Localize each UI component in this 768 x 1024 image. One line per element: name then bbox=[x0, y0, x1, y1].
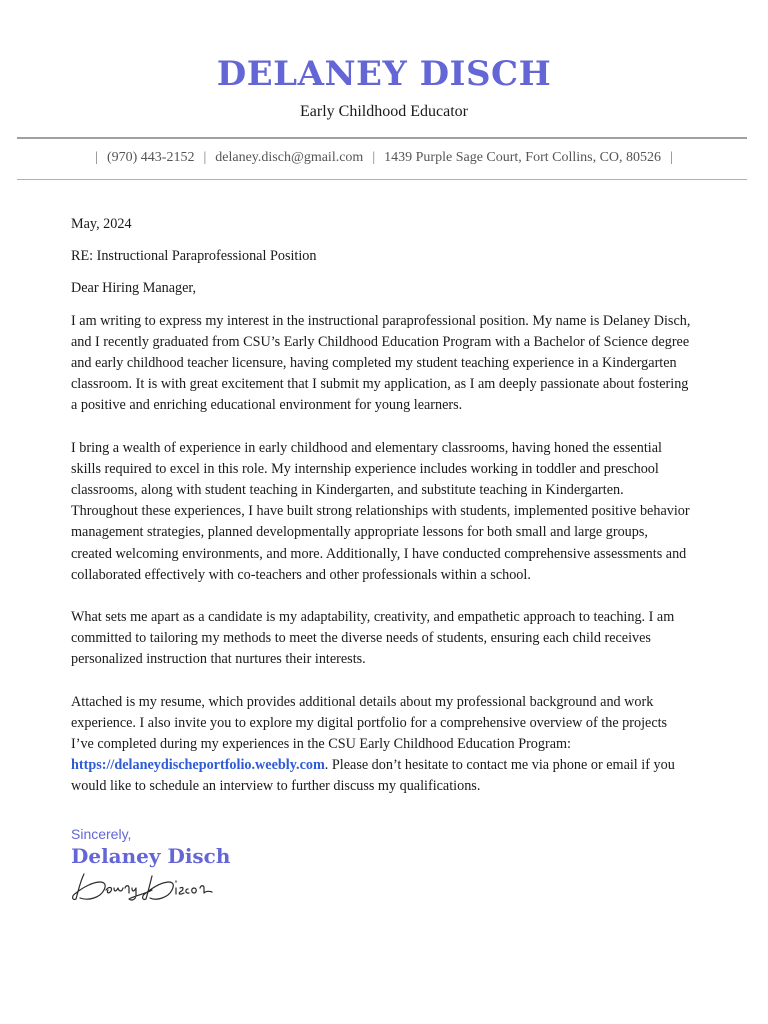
paragraph-strengths: What sets me apart as a candidate is my adaptability, creativity, and empathetic approach to teaching. I am committed to tailoring my methods to meet the diverse needs of students, ensuring each child receives personalized instruction that nurtures their interests. bbox=[71, 609, 675, 668]
separator: | bbox=[95, 150, 98, 165]
phone-number: (970) 443-2152 bbox=[106, 150, 195, 165]
letter-date: May, 2024 bbox=[71, 216, 132, 232]
street-address: 1439 Purple Sage Court, Fort Collins, CO, 80526 bbox=[384, 150, 662, 165]
signer-name: Delaney Disch bbox=[71, 844, 231, 868]
paragraph-closing-text-end: . Please don’t hesitate to contact me via phone or email if you would like to schedule an interview to further discuss my qualifications. bbox=[71, 757, 675, 795]
signature-icon bbox=[70, 868, 220, 904]
paragraph-intro: I am writing to express my interest in the instructional paraprofessional position. My name is Delaney Disch, and I recently graduated from CSU’s Early Childhood Education Program with a Bachelor of Science degree and early childhood teacher licensure, having completed my student teaching experience in a Kindergarten classroom. It is with great excitement that I submit my application, as I am deeply passionate about fostering a positive and enriching educational environment for young learners. bbox=[71, 312, 691, 414]
job-title: Early Childhood Educator bbox=[300, 103, 468, 120]
contact-bar bbox=[0, 150, 768, 166]
separator: | bbox=[203, 150, 207, 165]
header-divider-top bbox=[17, 137, 747, 139]
paragraph-closing-text: Attached is my resume, which provides additional details about my professional background and work experience. I also invite you to explore my digital portfolio for a comprehensive overview of the projects I’ve completed during my experiences in the CSU Early Childhood Education Program: bbox=[71, 693, 668, 753]
separator: | bbox=[372, 150, 376, 165]
paragraph-experience: I bring a wealth of experience in early childhood and elementary classrooms, having honed the essential skills required to excel in this role. My internship experience includes working in toddler and preschool classrooms, along with student teaching in Kindergarten, and substitute teaching in Kindergarten. Throughout these experiences, I have built strong relationships with students, implemented positive behavior management strategies, planned developmentally appropriate lessons for both small and large groups, created welcoming environments, and more. Additionally, I have conducted comprehensive assessments and collaborated effectively with co-teachers and other professionals within a school. bbox=[71, 439, 690, 583]
paragraph-closing bbox=[71, 692, 691, 798]
letter-subject: RE: Instructional Paraprofessional Position bbox=[71, 248, 317, 265]
email-address[interactable]: delaney.disch@gmail.com bbox=[215, 150, 364, 165]
header-divider-bottom bbox=[17, 179, 747, 180]
letter-salutation: Dear Hiring Manager, bbox=[71, 280, 197, 297]
separator: | bbox=[670, 150, 673, 165]
closing-sincerely: Sincerely, bbox=[71, 826, 132, 842]
letter-body bbox=[71, 214, 691, 819]
portfolio-link[interactable]: https://delaneydischeportfolio.weebly.com bbox=[71, 757, 325, 774]
page-title: DELANEY DISCH bbox=[216, 54, 552, 94]
